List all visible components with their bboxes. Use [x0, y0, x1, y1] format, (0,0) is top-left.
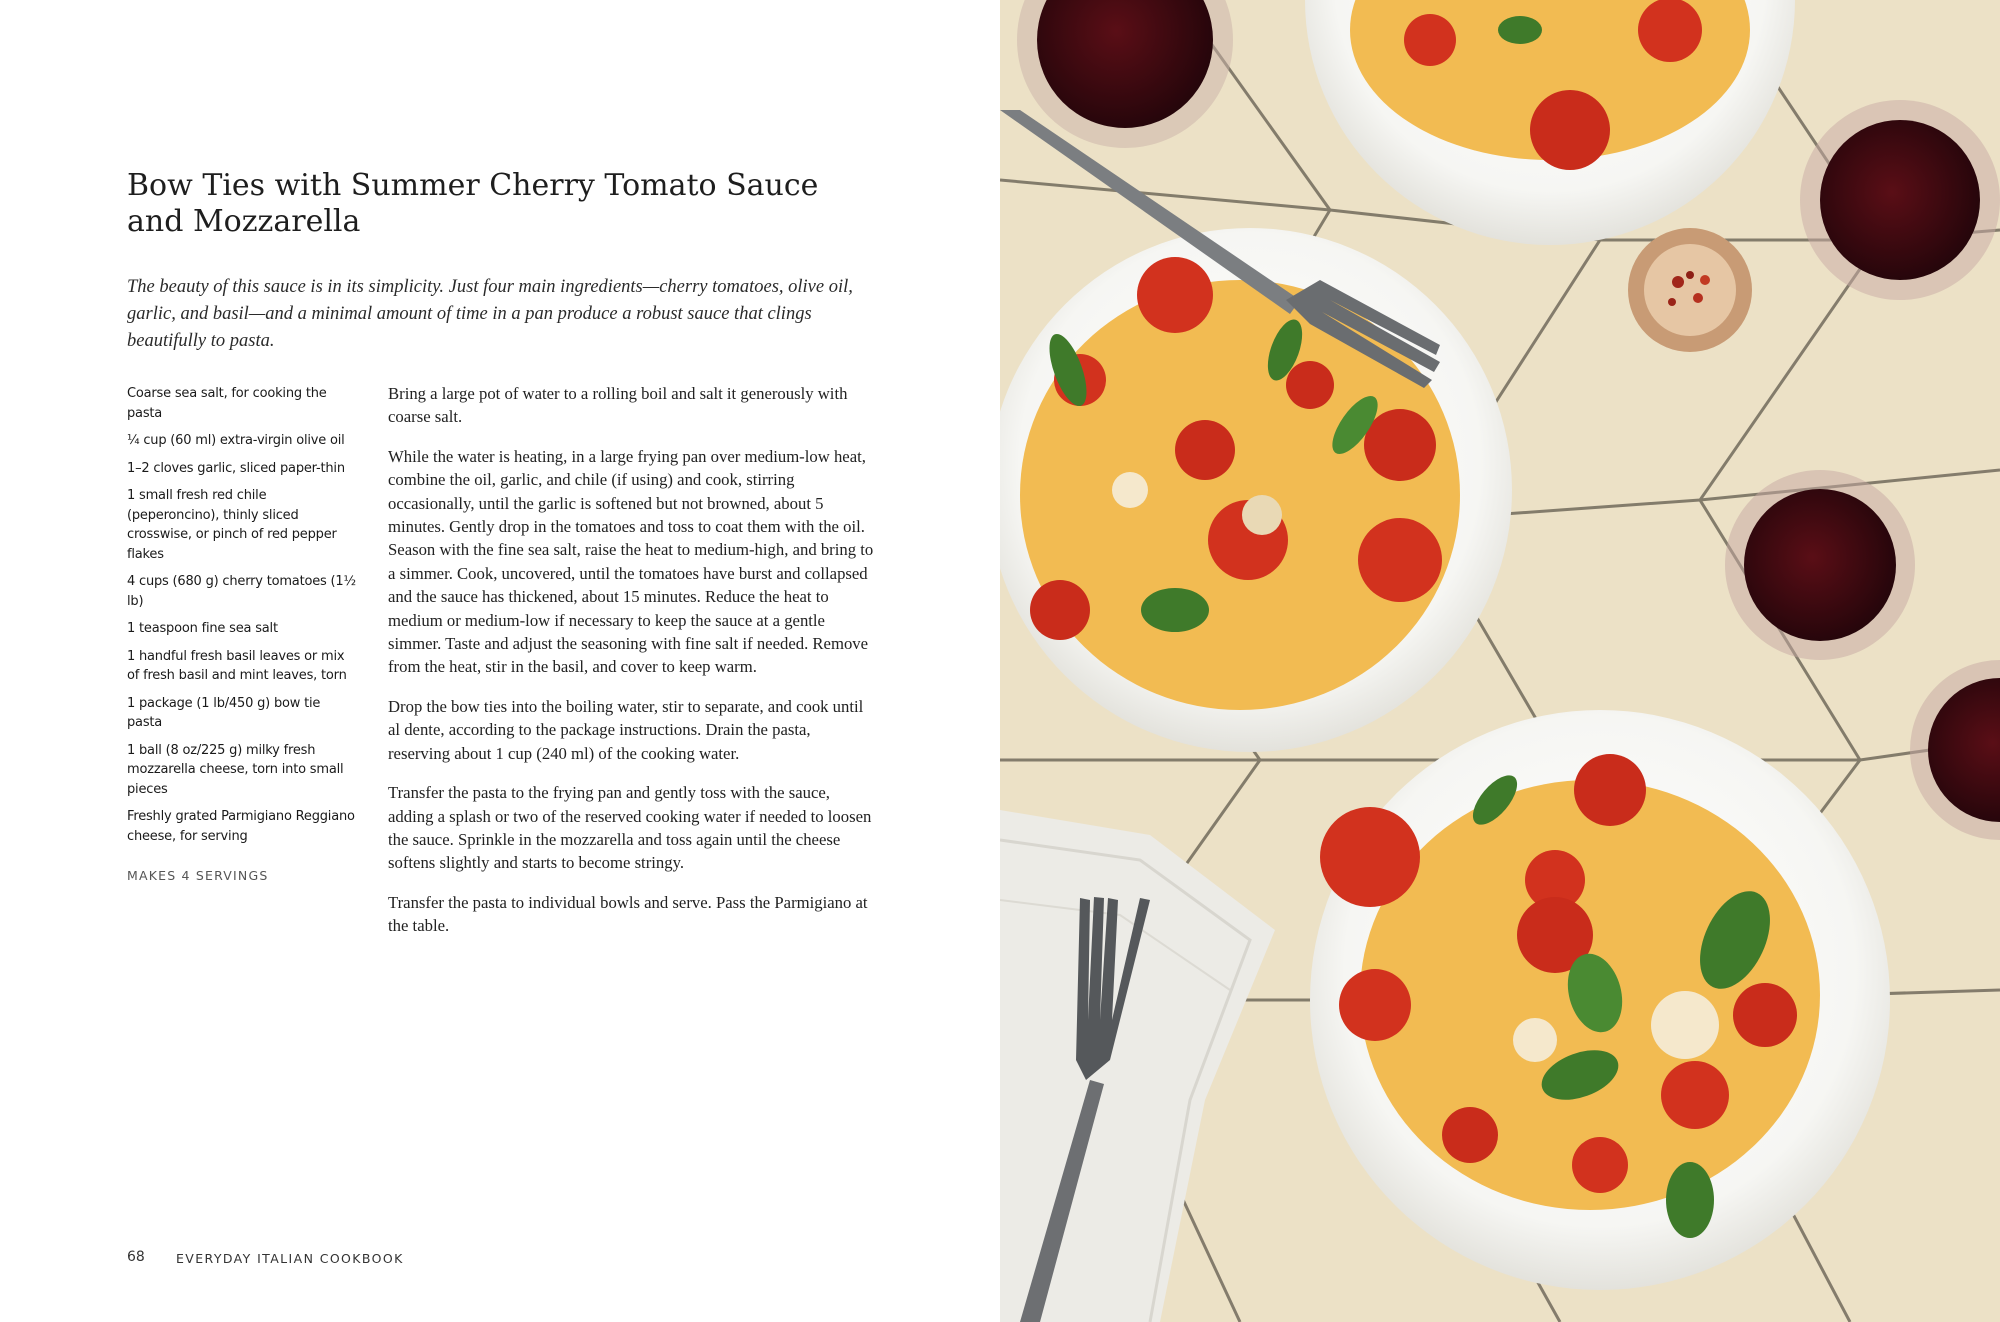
- wine-glass: [1725, 470, 1915, 660]
- ingredient-item: ¼ cup (60 ml) extra-virgin olive oil: [127, 433, 345, 448]
- ingredient-item: 1 teaspoon fine sea salt: [127, 621, 278, 636]
- page-number: 68: [127, 1249, 145, 1265]
- ingredient-item: 1 small fresh red chile (peperoncino), thinly sliced crosswise, or pinch of red pepper flakes: [127, 488, 337, 562]
- pasta-photo-illustration: [1000, 0, 2000, 1322]
- ingredient-item: Freshly grated Parmigiano Reggiano cheese, for serving: [127, 809, 355, 844]
- food-photo: [1000, 0, 2000, 1322]
- ingredient-item: 4 cups (680 g) cherry tomatoes (1½ lb): [127, 574, 356, 609]
- method-step: Transfer the pasta to the frying pan and gently toss with the sauce, adding a splash or two of the reserved cooking water if needed to loosen the sauce. Sprinkle in the mozzarella and toss again until the cheese softens slightly and starts to become stringy.: [388, 783, 872, 873]
- recipe-title: Bow Ties with Summer Cherry Tomato Sauce and Mozzarella: [127, 168, 819, 239]
- pasta-plate: [1310, 710, 1890, 1290]
- running-head: EVERYDAY ITALIAN COOKBOOK: [176, 1251, 404, 1266]
- pasta-plate: [1000, 228, 1512, 752]
- ingredient-list: [127, 384, 359, 854]
- recipe-intro: The beauty of this sauce is in its simplicity. Just four main ingredients—cherry tomatoes, olive oil, garlic, and basil—and a minimal amount of time in a pan produce a robust sauce that clings beautifully to pasta.: [127, 277, 853, 351]
- ingredient-item: 1–2 cloves garlic, sliced paper-thin: [127, 460, 345, 476]
- wine-glass: [1800, 100, 2000, 300]
- ingredient-item: 1 handful fresh basil leaves or mix of fresh basil and mint leaves, torn: [127, 648, 347, 683]
- method-steps: [388, 382, 876, 954]
- method-step: Bring a large pot of water to a rolling boil and salt it generously with coarse salt.: [388, 384, 848, 427]
- ingredient-item: Coarse sea salt, for cooking the pasta: [127, 386, 327, 421]
- ingredient-item: 1 package (1 lb/450 g) bow tie pasta: [127, 695, 321, 730]
- method-step: While the water is heating, in a large frying pan over medium-low heat, combine the oil, garlic, and chile (if using) and cook, stirring occasionally, until the garlic is softened but not browned, about 5 minutes. Gently drop in the tomatoes and toss to coat them with the oil. Season with the fine sea salt, raise the heat to medium-high, and bring to a simmer. Cook, uncovered, until the tomatoes have burst and collapsed and the sauce has thickened, about 15 minutes. Reduce the heat to medium or medium-low if necessary to keep the sauce at a gentle simmer. Taste and adjust the seasoning with fine salt if needed. Remove from the heat, stir in the basil, and cover to keep warm.: [388, 446, 874, 677]
- servings-yield: MAKES 4 SERVINGS: [127, 868, 269, 883]
- method-step: Transfer the pasta to individual bowls and serve. Pass the Parmigiano at the table.: [388, 892, 868, 936]
- ingredient-item: 1 ball (8 oz/225 g) milky fresh mozzarella cheese, torn into small pieces: [127, 742, 344, 797]
- chili-flakes-bowl: [1628, 228, 1752, 352]
- method-step: Drop the bow ties into the boiling water, stir to separate, and cook until al dente, according to the package instructions. Drain the pasta, reserving about 1 cup (240 ml) of the cooking water.: [388, 696, 864, 763]
